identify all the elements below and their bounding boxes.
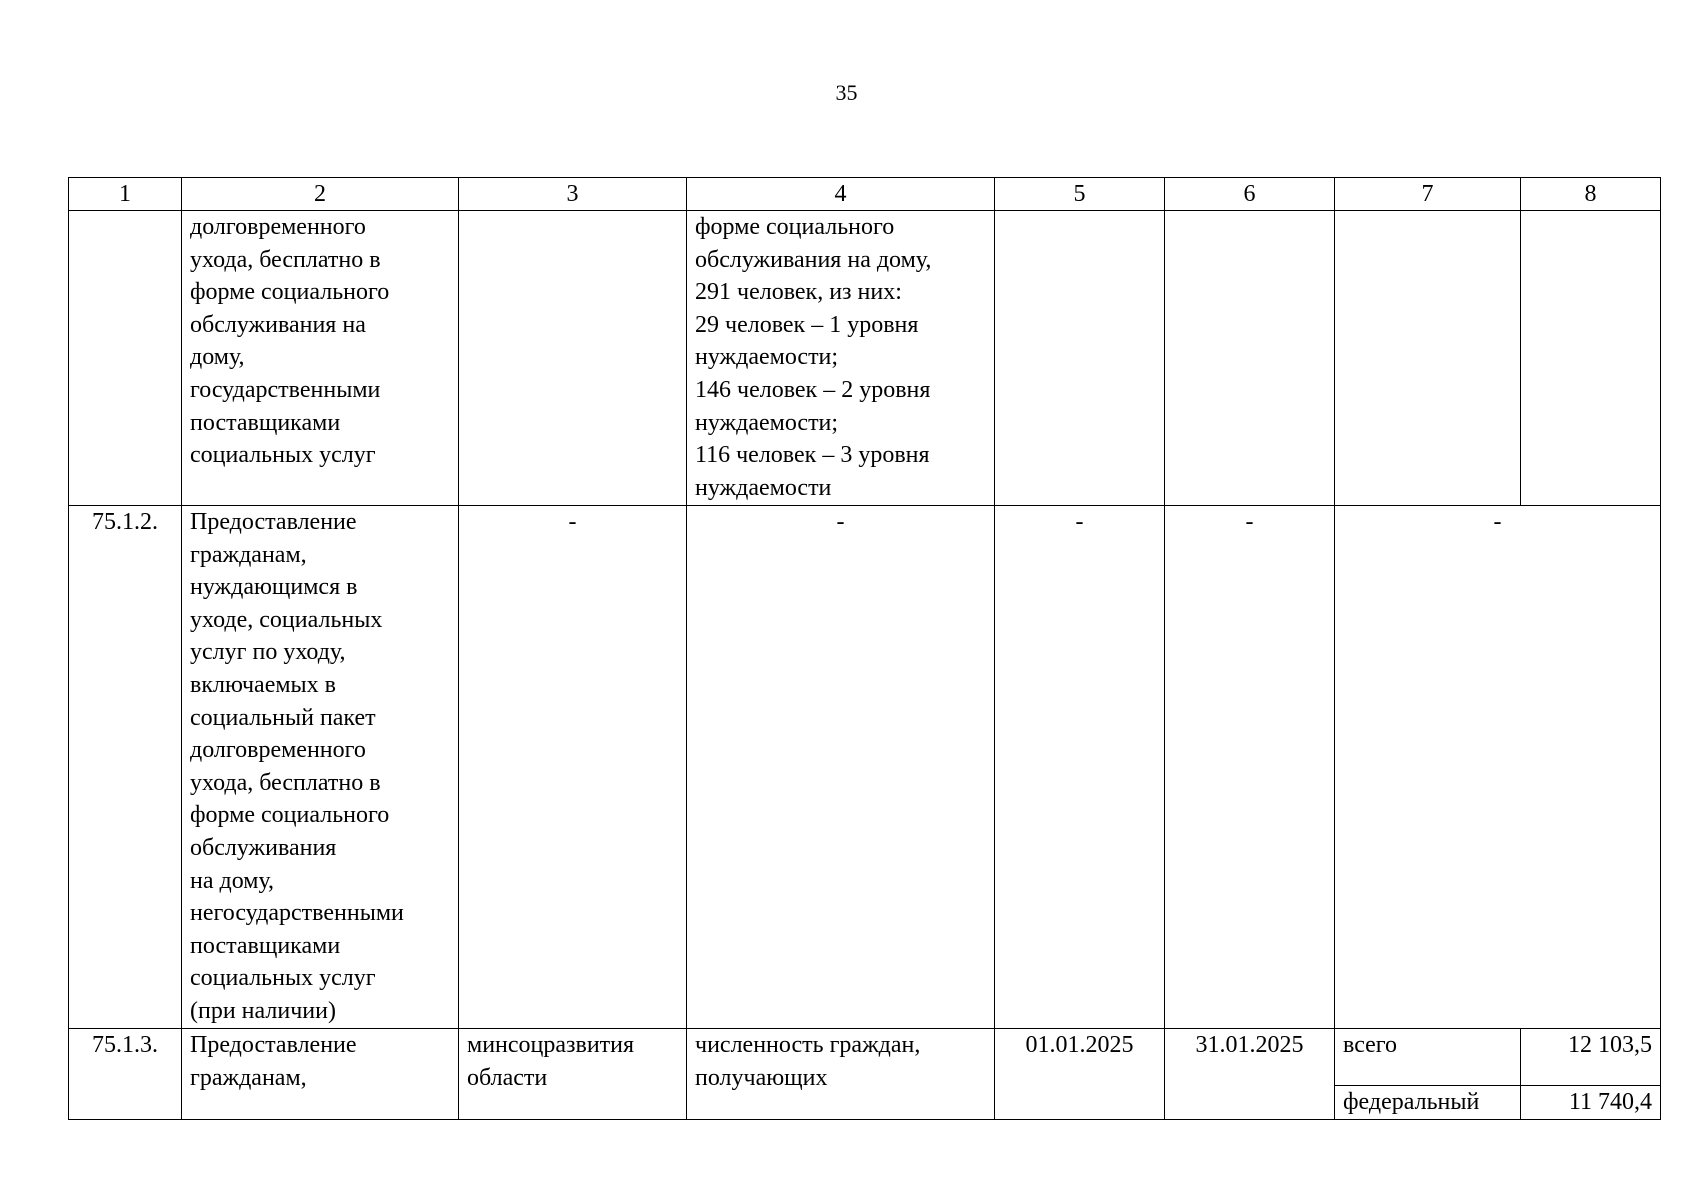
end-date-cell xyxy=(1165,211,1335,506)
row-number-cell: 75.1.3. xyxy=(69,1029,182,1120)
program-table xyxy=(68,177,1661,1120)
funding-source-label: федеральный xyxy=(1335,1086,1521,1120)
result-indicator-cell: форме социального обслуживания на дому, 291 человек, из них: 29 человек – 1 уровня нуждаемости; 146 человек – 2 уровня нуждаемости; 116 человек – 3 уровня нуждаемости xyxy=(687,211,995,506)
start-date-cell: 01.01.2025 xyxy=(995,1029,1165,1120)
table-row xyxy=(69,506,1661,1029)
activity-name-cell: долговременного ухода, бесплатно в форме социального обслуживания на дому, государственными поставщиками социальных услуг xyxy=(182,211,459,506)
funding-amount-value: 11 740,4 xyxy=(1521,1086,1661,1120)
header-col-2: 2 xyxy=(182,178,459,211)
table-row xyxy=(69,211,1661,506)
header-col-4: 4 xyxy=(687,178,995,211)
row-number-cell xyxy=(69,211,182,506)
funding-cell: - xyxy=(1335,506,1661,1029)
header-col-7: 7 xyxy=(1335,178,1521,211)
header-col-3: 3 xyxy=(459,178,687,211)
funding-source-cell xyxy=(1335,211,1521,506)
result-indicator-cell: - xyxy=(687,506,995,1029)
header-col-8: 8 xyxy=(1521,178,1661,211)
funding-source-label: всего xyxy=(1335,1029,1521,1086)
responsible-cell: минсоцразвития области xyxy=(459,1029,687,1120)
funding-amount-value: 12 103,5 xyxy=(1521,1029,1661,1086)
table-row xyxy=(69,1029,1661,1086)
responsible-cell: - xyxy=(459,506,687,1029)
row-number-cell: 75.1.2. xyxy=(69,506,182,1029)
header-col-5: 5 xyxy=(995,178,1165,211)
activity-name-cell: Предоставление гражданам, нуждающимся в уходе, социальных услуг по уходу, включаемых в социальный пакет долговременного ухода, бесплатно в форме социального обслуживания на дому, негосударственными поставщиками социальных услуг (при наличии) xyxy=(182,506,459,1029)
start-date-cell: - xyxy=(995,506,1165,1029)
header-col-1: 1 xyxy=(69,178,182,211)
header-row xyxy=(69,178,1661,211)
start-date-cell xyxy=(995,211,1165,506)
activity-name-cell: Предоставление гражданам, xyxy=(182,1029,459,1120)
responsible-cell xyxy=(459,211,687,506)
funding-amount-cell xyxy=(1521,211,1661,506)
result-indicator-cell: численность граждан, получающих xyxy=(687,1029,995,1120)
page-number: 35 xyxy=(835,80,858,105)
end-date-cell: - xyxy=(1165,506,1335,1029)
header-col-6: 6 xyxy=(1165,178,1335,211)
end-date-cell: 31.01.2025 xyxy=(1165,1029,1335,1120)
